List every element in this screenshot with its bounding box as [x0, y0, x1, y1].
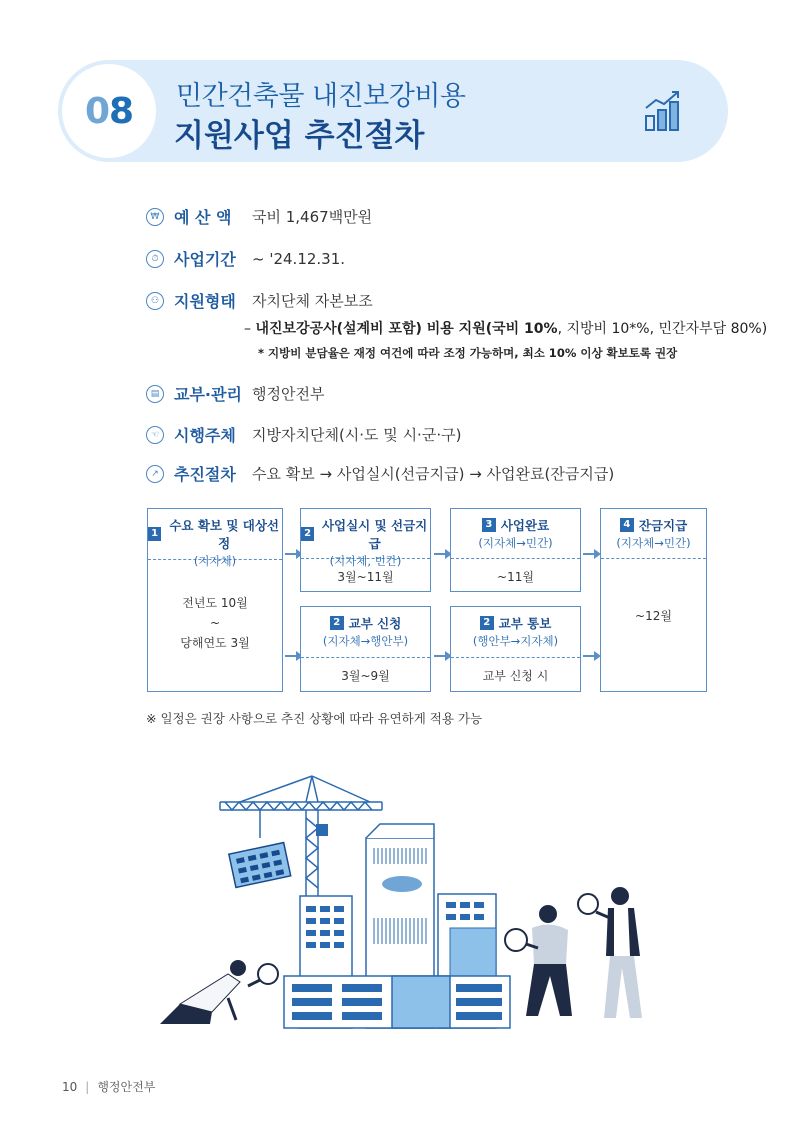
support-detail-rest: , 지방비 10*%, 민간자부담 80%) [557, 321, 768, 337]
info-row-period [146, 247, 345, 270]
step-period: 3월~11월 [337, 570, 394, 584]
info-label: 시행주체 [174, 426, 236, 445]
bar-chart-icon [640, 88, 690, 136]
flow-box-completion [450, 508, 581, 592]
info-value: ~ '24.12.31. [252, 249, 346, 268]
step-period-end: 당해연도 3월 [180, 636, 250, 650]
step-period: ~12월 [635, 609, 672, 623]
info-row-support-type [146, 289, 373, 312]
support-note: * 지방비 분담율은 재정 여건에 따라 조정 가능하며, 최소 10% 이상 확보토록 권장 [258, 346, 678, 360]
page-subtitle: 민간건축물 내진보강비용 [176, 81, 466, 112]
info-value: 국비 1,467백만원 [252, 208, 373, 226]
section-number: 08 [84, 90, 134, 132]
info-value: 자치단체 자본보조 [252, 292, 373, 310]
step-sub: (지자체→행안부) [322, 634, 409, 648]
flow-box-balance [600, 508, 707, 692]
info-value: 지방자치단체(시·도 및 시·군·구) [252, 426, 462, 444]
flow-box-demand [147, 508, 283, 692]
step-sub: (지자체→민간) [616, 536, 691, 550]
construction-inspection-illustration [120, 768, 680, 1038]
step-number: 2 [301, 527, 314, 541]
step-period: 3월~9월 [341, 669, 390, 683]
info-label: 예 산 액 [174, 208, 232, 227]
step-sub: (지자체, 민간) [329, 554, 402, 568]
clipboard-icon: ▤ [146, 385, 164, 403]
info-row-executor [146, 423, 461, 446]
step-title: 교부 통보 [498, 616, 552, 631]
page-footer [62, 1078, 155, 1095]
flow-box-grant-notice [450, 606, 581, 692]
person-icon: ⚇ [146, 292, 164, 310]
info-row-management [146, 382, 324, 405]
info-value: 행정안전부 [252, 385, 325, 403]
info-label: 교부·관리 [174, 385, 242, 404]
info-label: 사업기간 [174, 250, 236, 269]
step-title: 사업완료 [500, 518, 550, 533]
step-sub: (지자체→민간) [478, 536, 553, 550]
step-number: 1 [148, 527, 161, 541]
flow-box-grant-request [300, 606, 431, 692]
steps-icon: ↗ [146, 465, 164, 483]
step-title: 잔금지급 [638, 518, 688, 533]
footer-separator: | [85, 1079, 90, 1094]
step-title: 교부 신청 [348, 616, 402, 631]
step-title: 수요 확보 및 대상선정 [169, 518, 279, 551]
step-sub: (지자체) [193, 554, 237, 568]
page-number: 10 [62, 1079, 78, 1094]
support-detail-prefix: – [244, 321, 256, 337]
step-period: 교부 신청 시 [482, 669, 549, 683]
step-period-start: 전년도 10월 [182, 596, 248, 610]
hand-icon: ☜ [146, 426, 164, 444]
footer-org: 행정안전부 [97, 1080, 156, 1094]
section-number-badge [62, 64, 156, 158]
step-sub: (행안부→지자체) [472, 634, 559, 648]
step-title: 사업실시 및 선금지급 [321, 518, 428, 551]
info-label: 지원형태 [174, 292, 236, 311]
step-number: 4 [620, 518, 634, 532]
header-banner [58, 60, 728, 162]
step-number: 2 [330, 616, 344, 630]
won-icon: ₩ [146, 208, 164, 226]
info-value: 수요 확보 → 사업실시(선금지급) → 사업완료(잔금지급) [252, 465, 615, 483]
support-detail-bold: 내진보강공사(설계비 포함) 비용 지원(국비 10% [255, 321, 558, 337]
page-title: 지원사업 추진절차 [174, 118, 425, 154]
schedule-footnote: ※ 일정은 권장 사항으로 추진 상황에 따라 유연하게 적용 가능 [146, 711, 483, 726]
step-period-tilde: ~ [209, 616, 221, 630]
support-detail [244, 318, 767, 338]
step-number: 3 [482, 518, 496, 532]
timer-icon: ⏱ [146, 250, 164, 268]
info-row-procedure [146, 462, 614, 485]
step-period: ~11월 [497, 570, 534, 584]
flow-box-execution [300, 508, 431, 592]
info-row-budget [146, 205, 372, 228]
step-number: 2 [480, 616, 494, 630]
info-label: 추진절차 [174, 465, 236, 484]
